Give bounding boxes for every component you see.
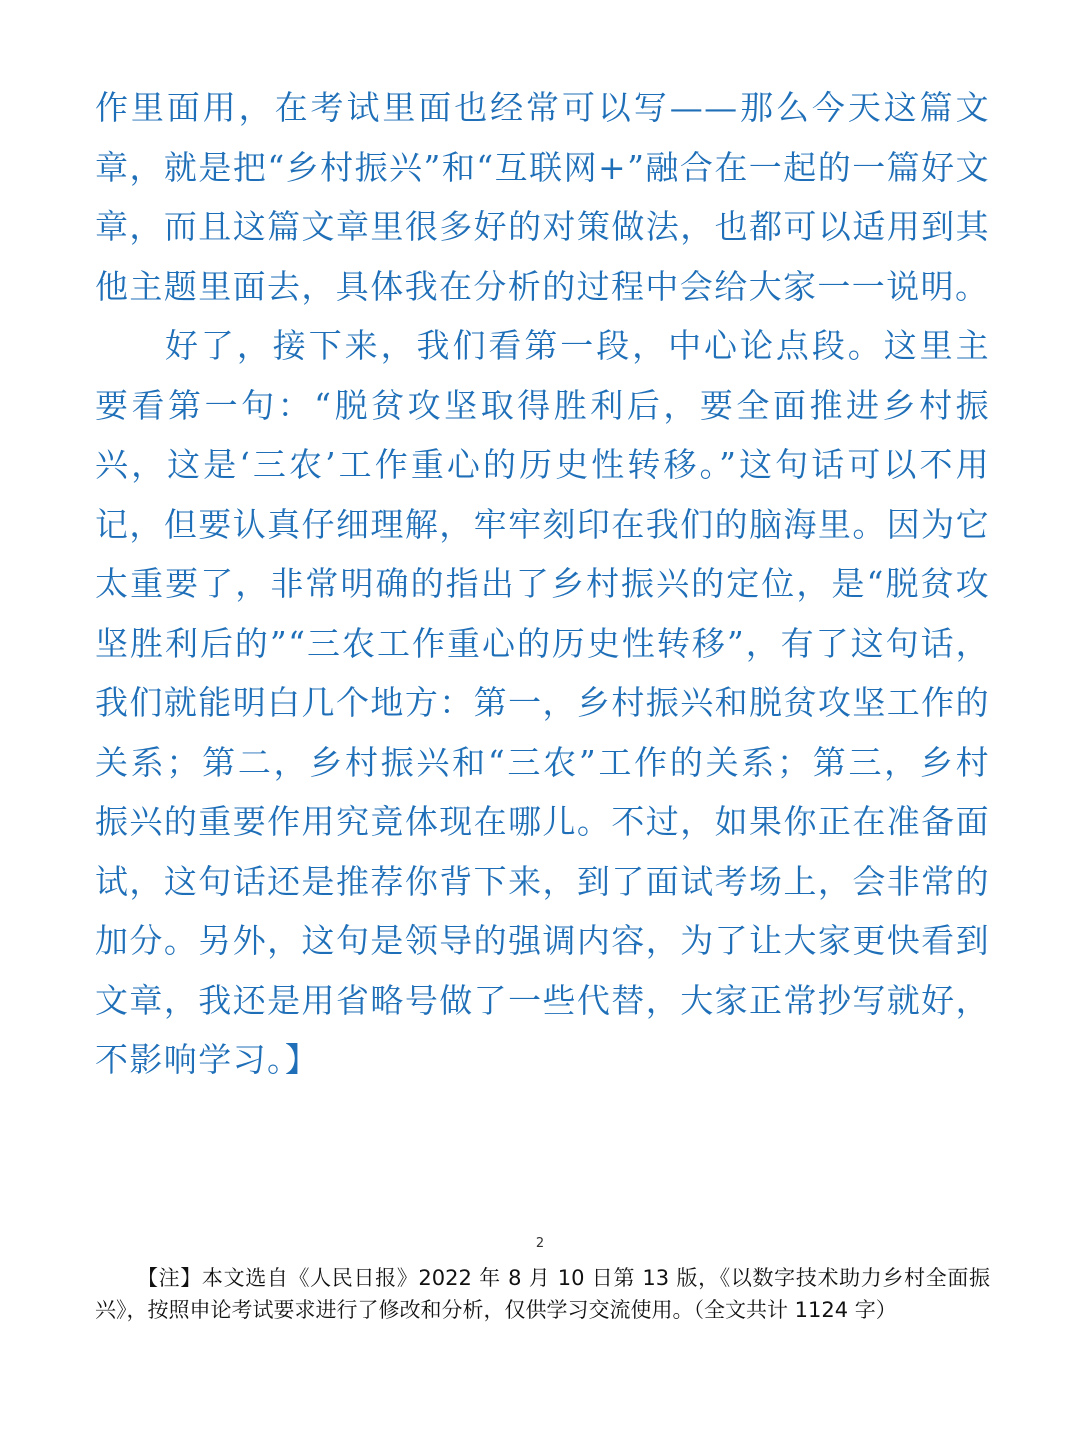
paragraph-analysis: 好了，接下来，我们看第一段，中心论点段。这里主要看第一句：“脱贫攻坚取得胜利后，要全面推进乡村振兴，这是‘三农’工作重心的历史性转移。”这句话可以不用记，但要认真仔细理解，牢牢刻印在我们的脑海里。因为它太重要了，非常明确的指出了乡村振兴的定位，是“脱贫攻坚胜利后的”“三农工作重心的历史性转移”，有了这句话，我们就能明白几个地方：第一，乡村振兴和脱贫攻坚工作的关系；第二，乡村振兴和“三农”工作的关系；第三，乡村振兴的重要作用究竟体现在哪儿。不过，如果你正在准备面试，这句话还是推荐你背下来，到了面试考场上，会非常的加分。另外，这句是领导的强调内容，为了让大家更快看到文章，我还是用省略号做了一些代替，大家正常抄写就好，不影响学习。】 (95, 326, 990, 1079)
footnote (95, 1262, 990, 1326)
footnote-text: 【注】本文选自《人民日报》2022 年 8 月 10 日第 13 版，《以数字技术助力乡村全面振兴》，按照申论考试要求进行了修改和分析，仅供学习交流使用。（全文共计 1124 字） (95, 1266, 990, 1322)
article-body (95, 78, 990, 1090)
paragraph-continuation: 作里面用，在考试里面也经常可以写——那么今天这篇文章，就是把“乡村振兴”和“互联网+”融合在一起的一篇好文章，而且这篇文章里很多好的对策做法，也都可以适用到其他主题里面去，具体我在分析的过程中会给大家一一说明。 (95, 88, 990, 306)
page-number: 2 (535, 1236, 545, 1251)
